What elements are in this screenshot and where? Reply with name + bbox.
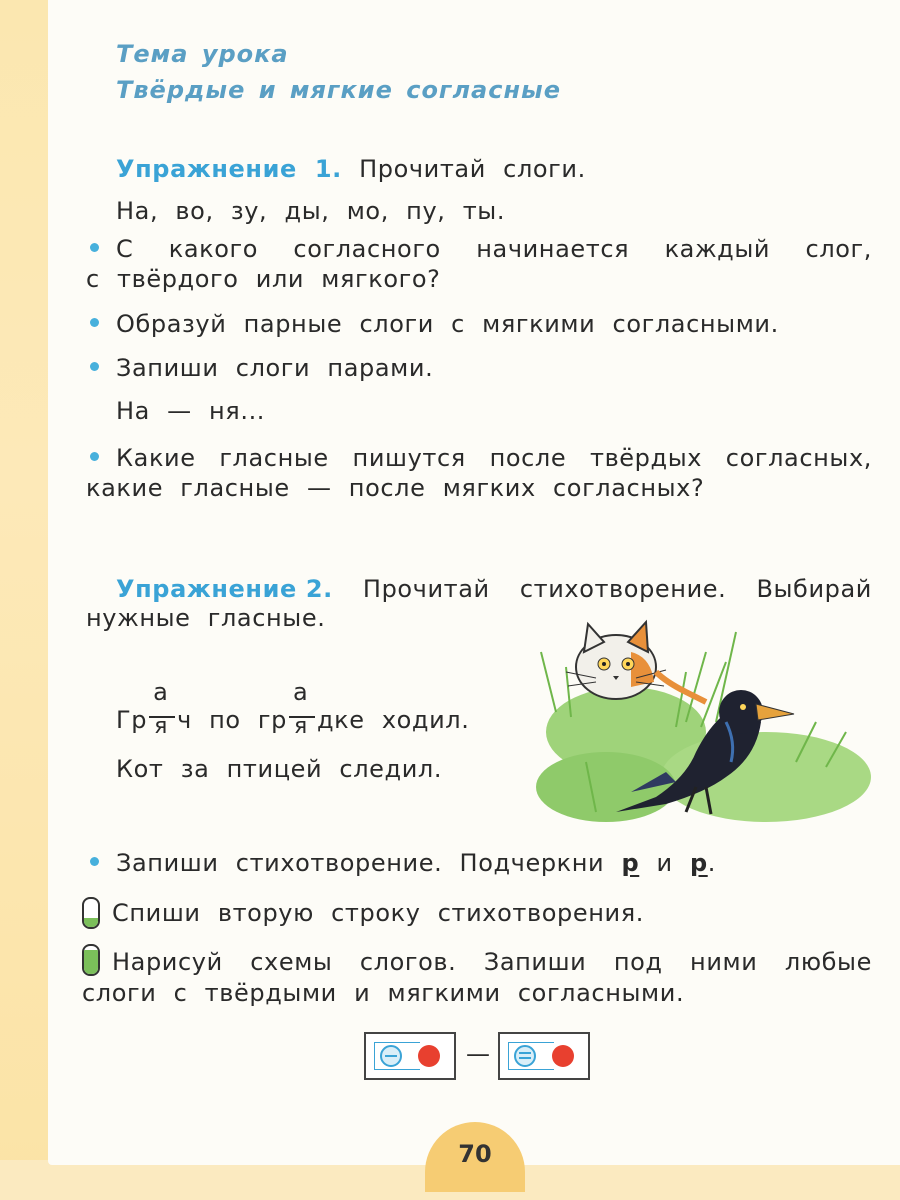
consonant-circle-icon [552,1045,574,1067]
exercise2-task3-line1 [112,948,872,976]
vowel-choice-bottom: я [293,714,308,739]
word: любые [784,948,872,976]
pencil-level-2-icon [82,944,100,976]
exercise2-heading-line2: нужные гласные. [86,604,326,632]
pencil-fill [84,918,98,927]
exercise1-instruction: Прочитай слоги. [359,155,586,183]
exercise1-question2: Образуй парные слоги с мягкими согласными. [116,310,779,338]
word: Прочитай [362,575,490,603]
word: схемы [250,948,333,976]
underlined-letter: р [621,849,640,877]
word: слог, [805,235,872,263]
exercise1-question1-line2: с твёрдого или мягкого? [86,265,441,293]
exercise2-heading-line1 [116,575,872,603]
scheme-dash: — [466,1040,491,1068]
consonant-circle-icon [418,1045,440,1067]
conjunction: и [656,849,673,877]
bullet-icon [90,857,99,866]
word: после [489,444,567,472]
word: какого [168,235,259,263]
word: Какие [116,444,196,472]
bullet-icon [90,318,99,327]
syllable-scheme-hard [364,1032,456,1080]
period: . [707,849,716,877]
word: Запиши [483,948,587,976]
vowel-choice [147,678,177,739]
vowel-choice-top: а [153,678,169,706]
vowel-choice-bottom: я [154,714,168,739]
word: ними [690,948,758,976]
exercise1-question1-line1 [116,235,872,263]
pencil-fill [84,950,98,974]
poem-part: ч по гр [177,706,287,734]
exercise1-example: На — ня... [116,397,266,425]
vowel-hard-circle-icon [380,1045,402,1067]
topic-label: Тема урока [116,40,289,68]
poem-line1 [116,678,470,739]
word: стихотворение. [519,575,727,603]
underlined-letter: р [689,849,708,877]
word: С [116,235,134,263]
vowel-choice [287,678,317,739]
word: Нарисуй [112,948,223,976]
exercise2-task3-line2: слоги с твёрдыми и мягкими согласными. [82,979,685,1007]
poem-part: Гр [116,706,148,734]
cat-and-crow-illustration [536,612,872,826]
bullet-icon [90,362,99,371]
bullet-icon [90,243,99,252]
exercise1-question3: Запиши слоги парами. [116,354,434,382]
task1-text: Запиши стихотворение. Подчеркни [116,849,605,877]
word: слогов. [359,948,457,976]
poem-part: дке ходил. [316,706,470,734]
word: Выбирай [756,575,872,603]
exercise1-label: Упражнение 1. [116,155,342,183]
syllable-scheme-soft [498,1032,590,1080]
poem-line2: Кот за птицей следил. [116,755,443,783]
word: твёрдых [589,444,703,472]
topic-title: Твёрдые и мягкие согласные [116,76,562,104]
exercise1-question4-line2: какие гласные — после мягких согласных? [86,474,705,502]
cat [566,622,666,699]
word: начинается [476,235,630,263]
left-margin-stripe [0,0,48,1200]
exercise2-task1 [116,849,716,877]
word: согласных, [725,444,872,472]
word: гласные [219,444,329,472]
pencil-level-1-icon [82,897,100,929]
exercise2-task2: Спиши вторую строку стихотворения. [112,899,644,927]
exercise2-label: Упражнение 2. [116,575,333,603]
exercise1-heading [116,155,586,183]
word: пишутся [352,444,466,472]
exercise1-syllables: На, во, зу, ды, мо, пу, ты. [116,197,506,225]
bullet-icon [90,452,99,461]
word: каждый [664,235,771,263]
vowel-choice-top: а [292,678,309,706]
word: под [613,948,663,976]
page-number: 70 [458,1140,492,1168]
word: согласного [293,235,441,263]
vowel-soft-circle-icon [514,1045,536,1067]
exercise1-question4-line1 [116,444,872,472]
